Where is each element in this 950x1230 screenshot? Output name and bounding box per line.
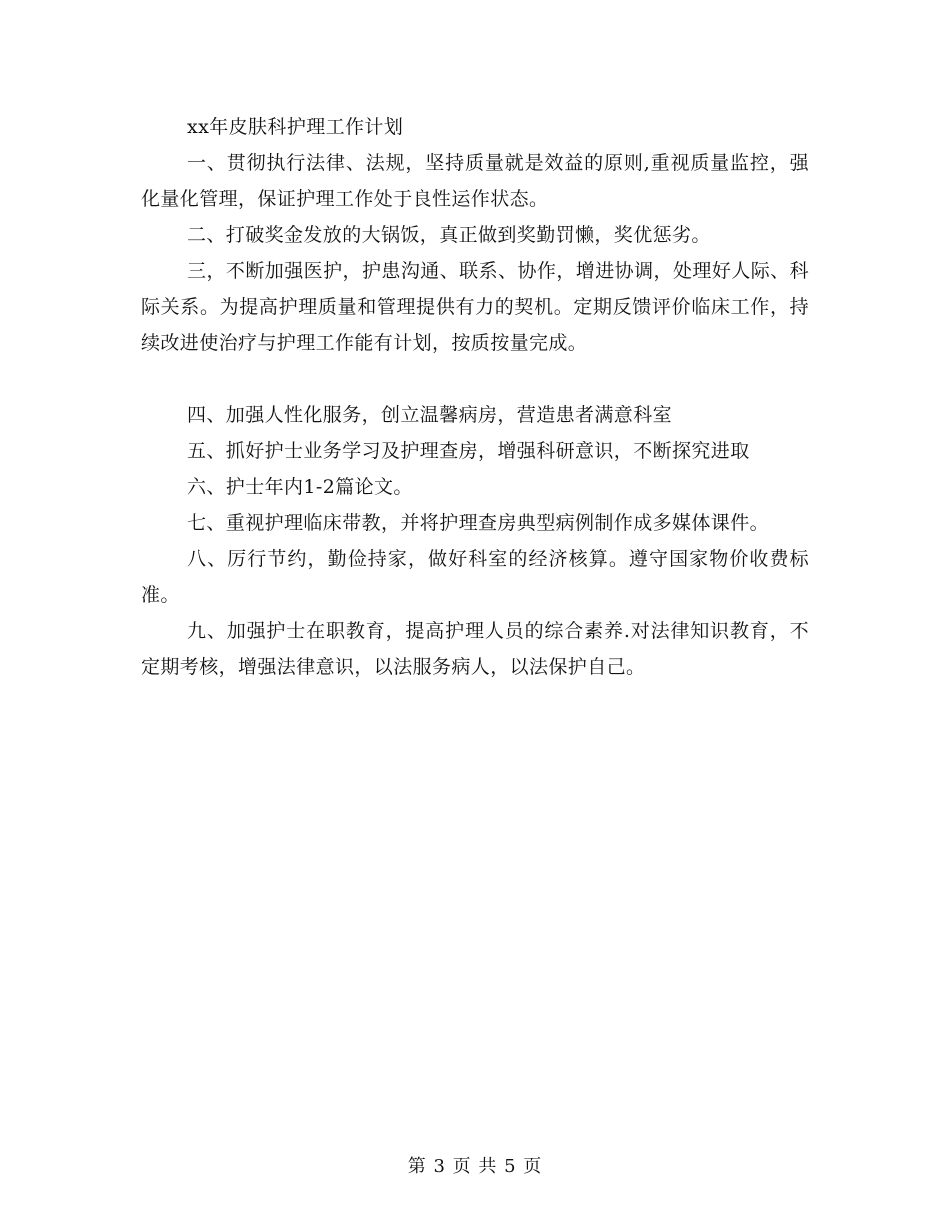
paragraph-3: 三，不断加强医护，护患沟通、联系、协作，增进协调，处理好人际、科际关系。为提高护理质量和管理提供有力的契机。定期反馈评价临床工作，持续改进使治疗与护理工作能有计划，按质按量完成。 [141,260,809,354]
paragraph-gap [141,361,809,397]
paragraph-6: 六、护士年内1-2篇论文。 [187,476,413,498]
document-body [141,109,809,685]
page-number: 第 3 页 共 5 页 [407,1156,543,1177]
document-title: xx年皮肤科护理工作计划 [187,116,404,138]
paragraph-7: 七、重视护理临床带教，并将护理查房典型病例制作成多媒体课件。 [187,512,770,534]
paragraph-9: 九、加强护士在职教育，提高护理人员的综合素养.对法律知识教育，不定期考核，增强法律意识，以法服务病人，以法保护自己。 [141,620,809,678]
paragraph-4: 四、加强人性化服务，创立温馨病房，营造患者满意科室 [187,404,673,426]
paragraph-2: 二、打破奖金发放的大锅饭，真正做到奖勤罚懒，奖优惩劣。 [187,224,711,246]
paragraph-1: 一、贯彻执行法律、法规，坚持质量就是效益的原则,重视质量监控，强化量化管理，保证护理工作处于良性运作状态。 [141,152,809,210]
paragraph-5: 五、抓好护士业务学习及护理查房，增强科研意识，不断探究进取 [187,440,750,462]
paragraph-8: 八、厉行节约，勤俭持家，做好科室的经济核算。遵守国家物价收费标准。 [141,548,809,606]
